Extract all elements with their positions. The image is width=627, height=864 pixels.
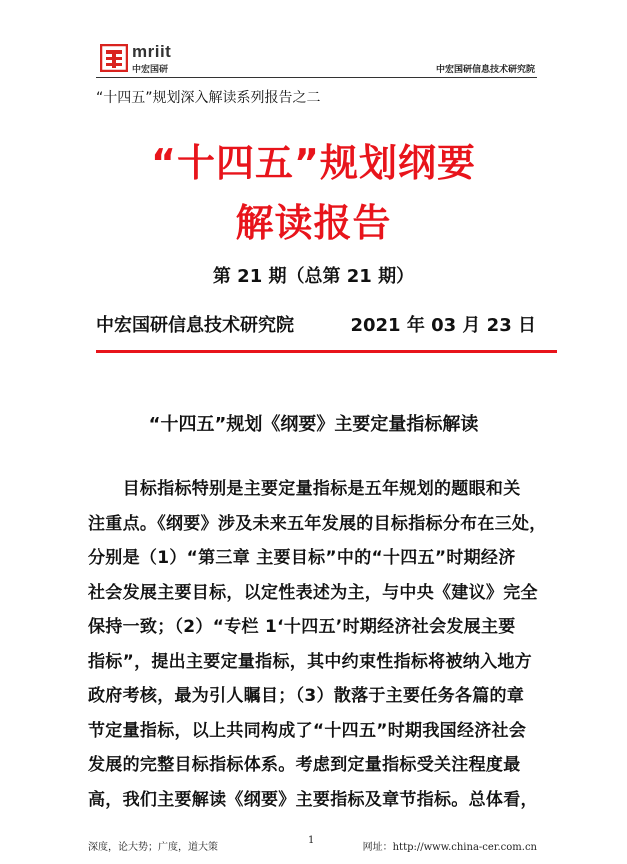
report-title-line1: “十四五”规划纲要	[151, 141, 476, 185]
publish-date: 2021 年 03 月 23 日	[350, 315, 536, 336]
header-divider	[96, 77, 537, 78]
paragraph-line: 保持一致；（2）“专栏 1‘十四五’时期经济社会发展主要	[88, 617, 516, 637]
red-divider	[96, 350, 557, 353]
publisher-name: 中宏国研信息技术研究院	[96, 315, 294, 336]
paragraph-line: 注重点。《纲要》涉及未来五年发展的目标指标分布在三处，	[88, 513, 547, 534]
report-title-line2: 解读报告	[235, 201, 392, 245]
paragraph-line: 节定量指标，以上共同构成了“十四五”时期我国经济社会	[88, 720, 527, 741]
paragraph-line: 分别是（1）“第三章 主要目标”中的“十四五”时期经济	[88, 548, 516, 568]
paragraph-line: 社会发展主要目标，以定性表述为主，与中央《建议》完全	[88, 582, 538, 603]
paragraph-line: 指标”，提出主要定量指标，其中约束性指标将被纳入地方	[88, 651, 532, 672]
footer-website: 网址：http://www.china-cer.com.cn	[362, 842, 537, 853]
issue-number: 第 21 期（总第 21 期）	[212, 266, 415, 287]
footer-slogan: 深度，论大势；广度，道大策	[88, 842, 218, 853]
logo-mark-icon	[100, 44, 128, 72]
header-org-name: 中宏国研信息技术研究院	[435, 65, 535, 75]
logo-subtext: 中宏国研	[132, 65, 169, 75]
paragraph-line: 发展的完整目标指标体系。考虑到定量指标受关注程度最	[88, 755, 521, 775]
paragraph-line: 高，我们主要解读《纲要》主要指标及章节指标。总体看，	[88, 789, 538, 810]
series-label: “十四五”规划深入解读系列报告之二	[96, 90, 321, 106]
mriit-logo	[100, 42, 182, 76]
section-title: “十四五”规划《纲要》主要定量指标解读	[148, 414, 479, 435]
logo-text: mriit	[132, 42, 172, 61]
paragraph-line: 目标指标特别是主要定量指标是五年规划的题眼和关	[88, 479, 521, 499]
paragraph-line: 政府考核，最为引人瞩目；（3）散落于主要任务各篇的章	[88, 686, 525, 706]
page-number: 1	[308, 835, 315, 846]
body-paragraph	[88, 472, 546, 817]
